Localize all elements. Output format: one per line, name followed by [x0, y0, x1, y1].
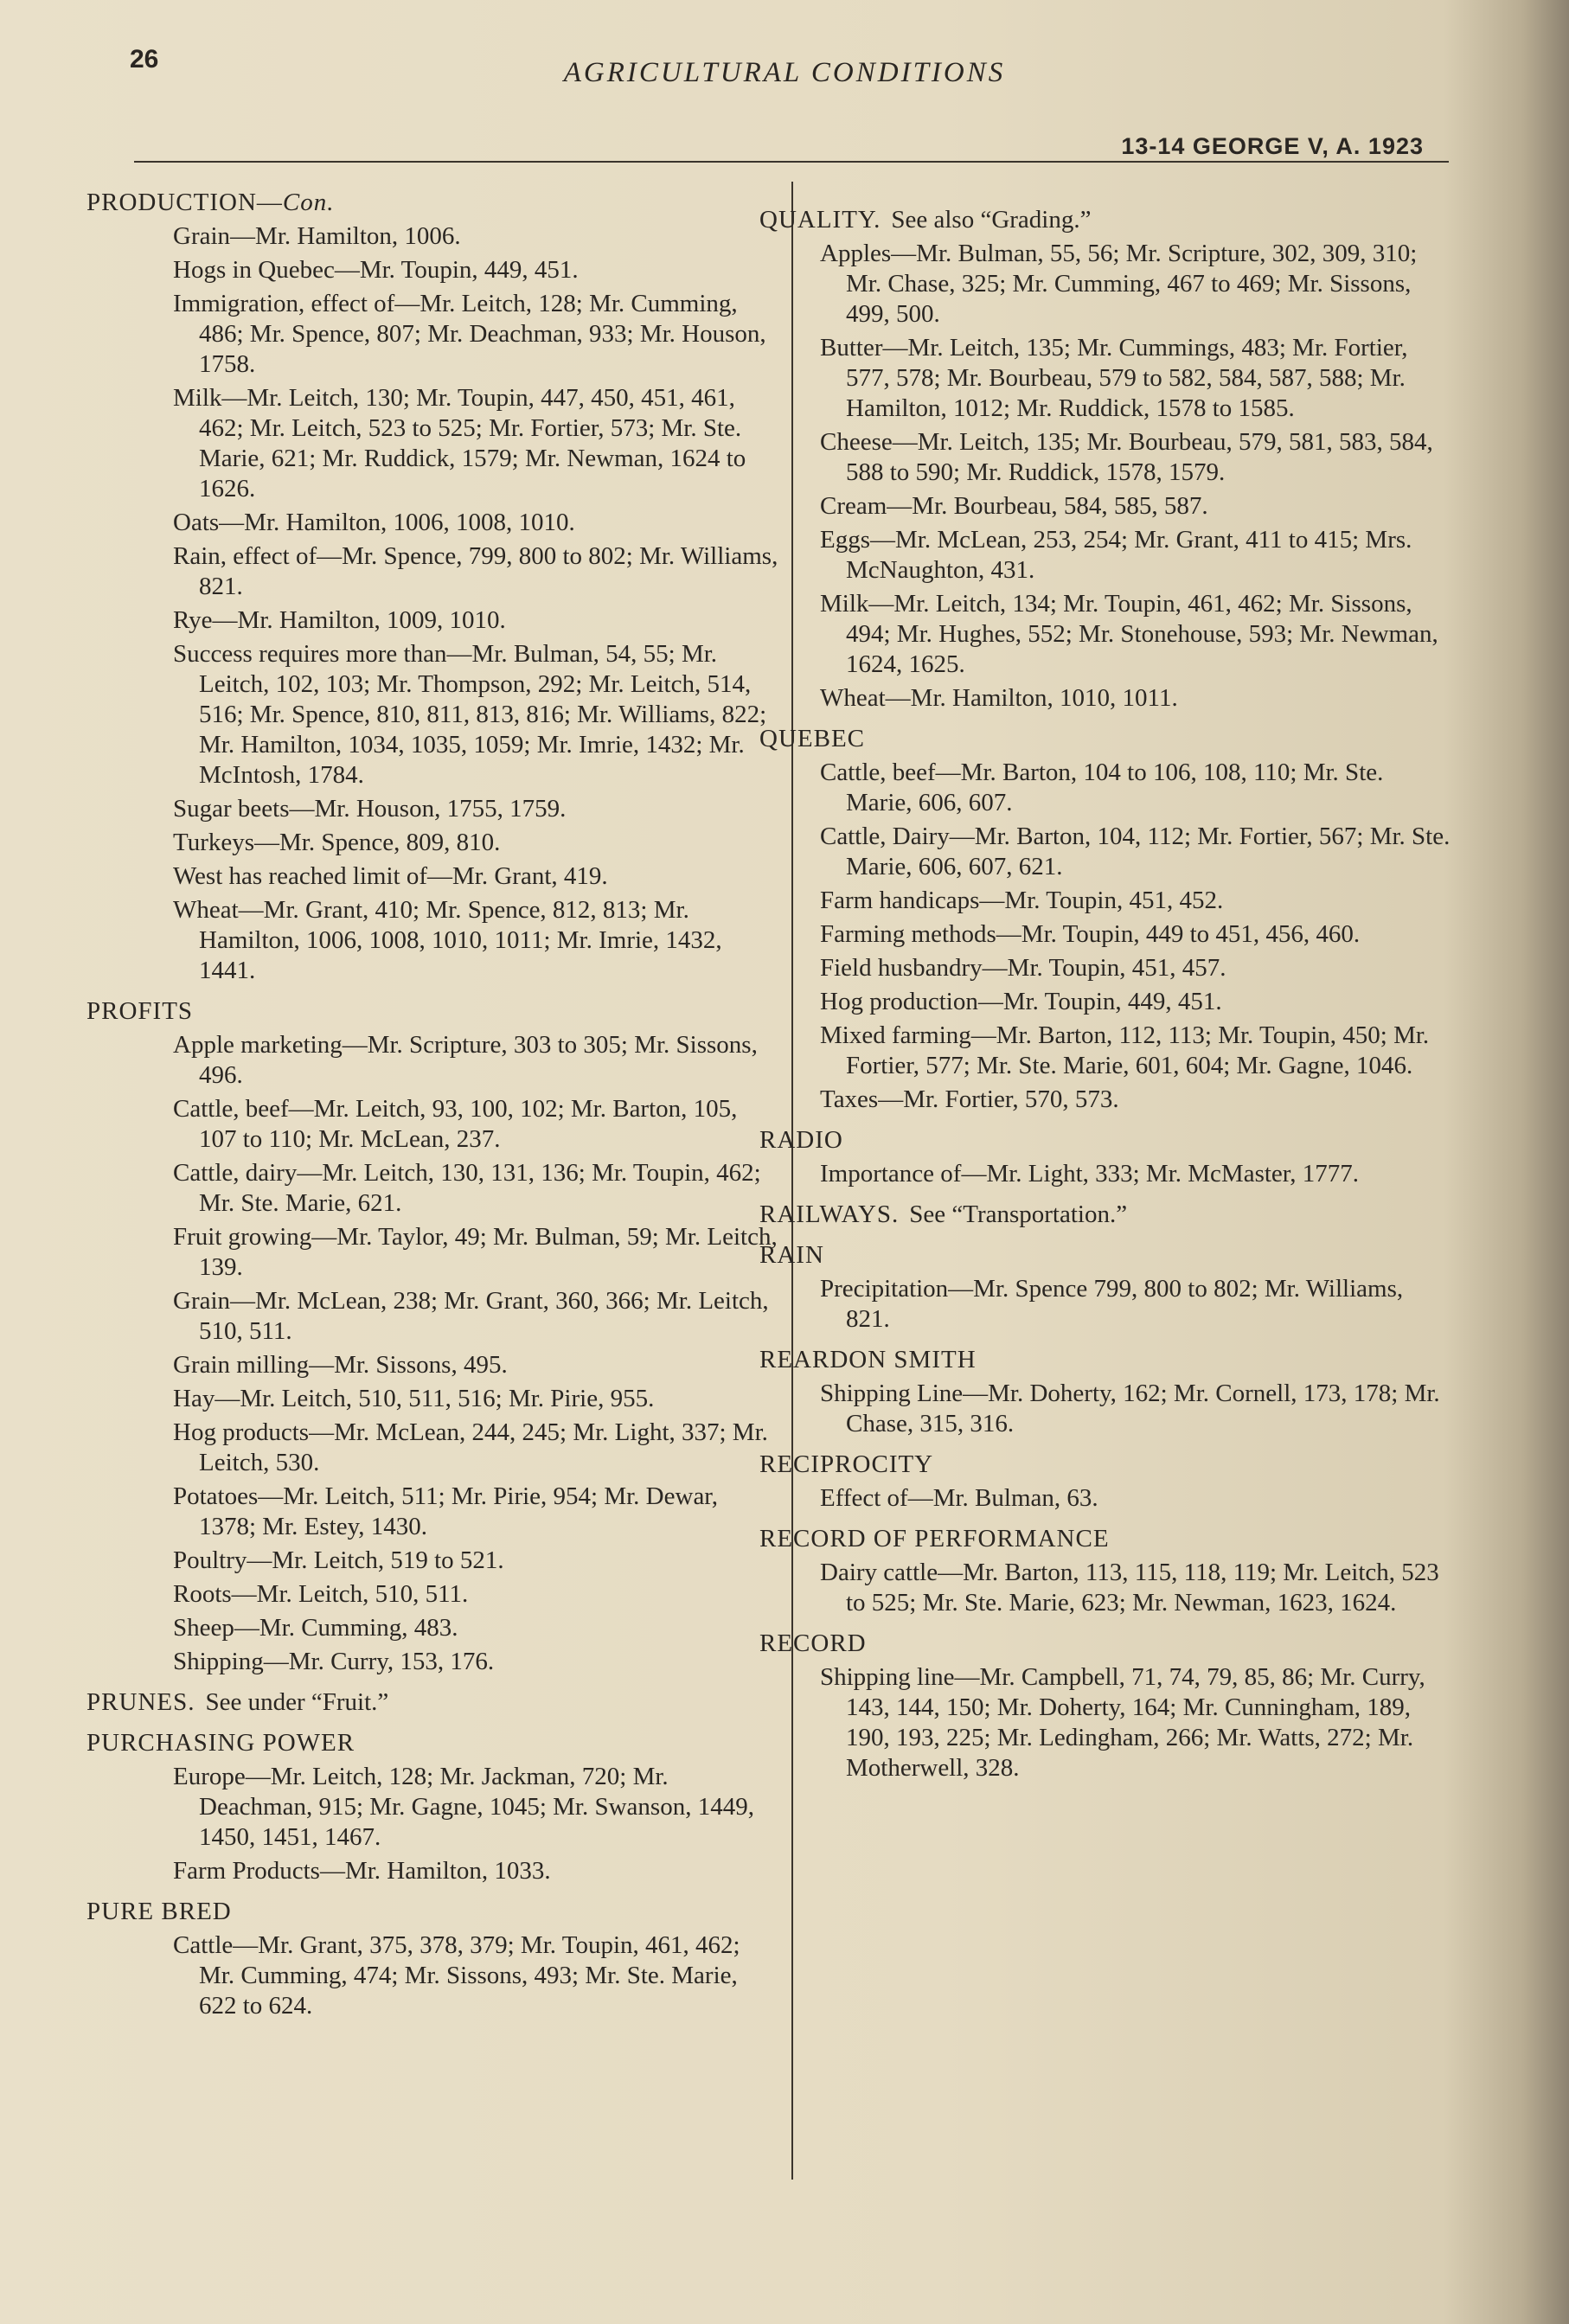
- index-heading: [759, 205, 1451, 235]
- heading-text: RAIN: [759, 1241, 824, 1269]
- index-heading: [759, 1240, 1451, 1271]
- index-entry: Importance of—Mr. Light, 333; Mr. McMaster, 1777.: [820, 1160, 1360, 1188]
- edition-line: 13-14 GEORGE V, A. 1923: [1121, 133, 1424, 159]
- cross-reference: See “Transportation.”: [909, 1200, 1128, 1228]
- heading-text: PURCHASING POWER: [86, 1729, 355, 1757]
- heading-text: PURE BRED: [86, 1898, 232, 1925]
- heading-text: PRUNES.: [86, 1688, 195, 1716]
- index-heading: [759, 724, 1451, 754]
- index-heading: [759, 1524, 1451, 1554]
- right-column: [759, 195, 1451, 1787]
- index-entry: Sugar beets—Mr. Houson, 1755, 1759.: [173, 795, 567, 823]
- index-heading: [759, 1450, 1451, 1480]
- index-entry: Hay—Mr. Leitch, 510, 511, 516; Mr. Pirie, 955.: [173, 1385, 655, 1412]
- index-entry: Precipitation—Mr. Spence 799, 800 to 802; Mr. Williams, 821.: [820, 1275, 1404, 1333]
- index-entry: Cattle, dairy—Mr. Leitch, 130, 131, 136; Mr. Toupin, 462; Mr. Ste. Marie, 621.: [173, 1159, 761, 1217]
- index-entry: Apples—Mr. Bulman, 55, 56; Mr. Scripture, 302, 309, 310; Mr. Chase, 325; Mr. Cumming, 467 to 469; Mr. Sissons, 499, 500.: [820, 240, 1418, 328]
- index-entry: West has reached limit of—Mr. Grant, 419.: [173, 862, 608, 890]
- index-heading: [759, 1345, 1451, 1375]
- index-entry: Oats—Mr. Hamilton, 1006, 1008, 1010.: [173, 509, 575, 536]
- index-entry: Shipping Line—Mr. Doherty, 162; Mr. Cornell, 173, 178; Mr. Chase, 315, 316.: [820, 1380, 1440, 1437]
- index-entry: Europe—Mr. Leitch, 128; Mr. Jackman, 720; Mr. Deachman, 915; Mr. Gagne, 1045; Mr. Swanson, 1449, 1450, 1451, 1467.: [173, 1763, 754, 1851]
- heading-text: RECIPROCITY: [759, 1450, 934, 1478]
- index-entry: Milk—Mr. Leitch, 130; Mr. Toupin, 447, 450, 451, 461, 462; Mr. Leitch, 523 to 525; Mr. Fortier, 573; Mr. Ste. Marie, 621; Mr. Ruddick, 1579; Mr. Newman, 1624 to 1626.: [173, 384, 746, 503]
- heading-text: RAILWAYS.: [759, 1200, 900, 1228]
- index-entry: Field husbandry—Mr. Toupin, 451, 457.: [820, 954, 1226, 982]
- heading-text: PRODUCTION—: [86, 189, 283, 216]
- index-entry: Shipping line—Mr. Campbell, 71, 74, 79, 85, 86; Mr. Curry, 143, 144, 150; Mr. Doherty, 164; Mr. Cunningham, 189, 190, 193, 225; Mr. Ledingham, 266; Mr. Watts, 272; Mr. Motherwell, 328.: [820, 1663, 1425, 1782]
- index-entry: Butter—Mr. Leitch, 135; Mr. Cummings, 483; Mr. Fortier, 577, 578; Mr. Bourbeau, 579 to 582, 584, 587, 588; Mr. Hamilton, 1012; Mr. Ruddick, 1578 to 1585.: [820, 334, 1408, 422]
- page-number: 26: [130, 45, 159, 74]
- cross-reference: See also “Grading.”: [891, 206, 1092, 234]
- index-entry: Effect of—Mr. Bulman, 63.: [820, 1484, 1098, 1512]
- header-rule: [134, 161, 1449, 163]
- index-entry: Taxes—Mr. Fortier, 570, 573.: [820, 1085, 1119, 1113]
- heading-text: RECORD OF PERFORMANCE: [759, 1525, 1110, 1553]
- index-heading: [86, 1897, 778, 1927]
- index-entry: Hog products—Mr. McLean, 244, 245; Mr. Light, 337; Mr. Leitch, 530.: [173, 1418, 768, 1476]
- index-entry: Success requires more than—Mr. Bulman, 54, 55; Mr. Leitch, 102, 103; Mr. Thompson, 292; Mr. Leitch, 514, 516; Mr. Spence, 810, 811, 813, 816; Mr. Williams, 822; Mr. Hamilton, 1034, 1035, 1059; Mr. Imrie, 1432; Mr. McIntosh, 1784.: [173, 640, 767, 789]
- index-entry: Rye—Mr. Hamilton, 1009, 1010.: [173, 606, 506, 634]
- index-heading: [759, 1125, 1451, 1156]
- index-entry: Farm Products—Mr. Hamilton, 1033.: [173, 1857, 551, 1885]
- index-entry: Turkeys—Mr. Spence, 809, 810.: [173, 829, 501, 856]
- index-heading: [759, 1629, 1451, 1659]
- index-entry: Cattle, beef—Mr. Leitch, 93, 100, 102; Mr. Barton, 105, 107 to 110; Mr. McLean, 237.: [173, 1095, 738, 1153]
- index-heading: [86, 1728, 778, 1758]
- index-entry: Wheat—Mr. Hamilton, 1010, 1011.: [820, 684, 1178, 712]
- index-entry: Cream—Mr. Bourbeau, 584, 585, 587.: [820, 492, 1208, 520]
- index-entry: Cattle, beef—Mr. Barton, 104 to 106, 108, 110; Mr. Ste. Marie, 606, 607.: [820, 759, 1384, 816]
- index-entry: Grain milling—Mr. Sissons, 495.: [173, 1351, 508, 1379]
- index-heading: [86, 1687, 778, 1718]
- heading-text: RADIO: [759, 1126, 843, 1154]
- index-entry: Milk—Mr. Leitch, 134; Mr. Toupin, 461, 462; Mr. Sissons, 494; Mr. Hughes, 552; Mr. Stonehouse, 593; Mr. Newman, 1624, 1625.: [820, 590, 1438, 678]
- index-entry: Eggs—Mr. McLean, 253, 254; Mr. Grant, 411 to 415; Mrs. McNaughton, 431.: [820, 526, 1412, 584]
- index-entry: Potatoes—Mr. Leitch, 511; Mr. Pirie, 954; Mr. Dewar, 1378; Mr. Estey, 1430.: [173, 1482, 719, 1540]
- index-entry: Dairy cattle—Mr. Barton, 113, 115, 118, 119; Mr. Leitch, 523 to 525; Mr. Ste. Marie, 623; Mr. Newman, 1623, 1624.: [820, 1559, 1439, 1617]
- index-entry: Fruit growing—Mr. Taylor, 49; Mr. Bulman, 59; Mr. Leitch, 139.: [173, 1223, 778, 1281]
- index-heading: [86, 996, 778, 1027]
- heading-text: RECORD: [759, 1629, 867, 1657]
- heading-text: QUEBEC: [759, 725, 865, 752]
- left-column: [86, 177, 778, 2025]
- index-entry: Rain, effect of—Mr. Spence, 799, 800 to 802; Mr. Williams, 821.: [173, 542, 778, 600]
- heading-text: QUALITY.: [759, 206, 881, 234]
- index-entry: Wheat—Mr. Grant, 410; Mr. Spence, 812, 813; Mr. Hamilton, 1006, 1008, 1010, 1011; Mr. Imrie, 1432, 1441.: [173, 896, 722, 984]
- index-entry: Cattle, Dairy—Mr. Barton, 104, 112; Mr. Fortier, 567; Mr. Ste. Marie, 606, 607, 621.: [820, 823, 1451, 880]
- index-entry: Cattle—Mr. Grant, 375, 378, 379; Mr. Toupin, 461, 462; Mr. Cumming, 474; Mr. Sissons, 493; Mr. Ste. Marie, 622 to 624.: [173, 1931, 740, 2020]
- cross-reference: See under “Fruit.”: [205, 1688, 389, 1716]
- index-entry: Farming methods—Mr. Toupin, 449 to 451, 456, 460.: [820, 920, 1361, 948]
- index-entry: Hogs in Quebec—Mr. Toupin, 449, 451.: [173, 256, 579, 284]
- index-entry: Roots—Mr. Leitch, 510, 511.: [173, 1580, 469, 1608]
- index-entry: Sheep—Mr. Cumming, 483.: [173, 1614, 458, 1642]
- index-entry: Poultry—Mr. Leitch, 519 to 521.: [173, 1546, 504, 1574]
- index-entry: Cheese—Mr. Leitch, 135; Mr. Bourbeau, 579, 581, 583, 584, 588 to 590; Mr. Ruddick, 1578, 1579.: [820, 428, 1433, 486]
- index-entry: Shipping—Mr. Curry, 153, 176.: [173, 1648, 495, 1675]
- heading-suffix: Con.: [282, 189, 335, 216]
- index-entry: Hog production—Mr. Toupin, 449, 451.: [820, 988, 1222, 1015]
- index-entry: Apple marketing—Mr. Scripture, 303 to 305; Mr. Sissons, 496.: [173, 1031, 758, 1089]
- index-entry: Mixed farming—Mr. Barton, 112, 113; Mr. Toupin, 450; Mr. Fortier, 577; Mr. Ste. Marie, 601, 604; Mr. Gagne, 1046.: [820, 1021, 1430, 1079]
- heading-text: REARDON SMITH: [759, 1346, 977, 1373]
- index-heading: [86, 188, 778, 218]
- index-entry: Farm handicaps—Mr. Toupin, 451, 452.: [820, 887, 1224, 914]
- heading-text: PROFITS: [86, 997, 194, 1025]
- index-entry: Immigration, effect of—Mr. Leitch, 128; Mr. Cumming, 486; Mr. Spence, 807; Mr. Deachman, 933; Mr. Houson, 1758.: [173, 290, 766, 378]
- index-entry: Grain—Mr. Hamilton, 1006.: [173, 222, 461, 250]
- index-heading: [759, 1200, 1451, 1230]
- running-title: AGRICULTURAL CONDITIONS: [563, 57, 1006, 88]
- index-entry: Grain—Mr. McLean, 238; Mr. Grant, 360, 366; Mr. Leitch, 510, 511.: [173, 1287, 769, 1345]
